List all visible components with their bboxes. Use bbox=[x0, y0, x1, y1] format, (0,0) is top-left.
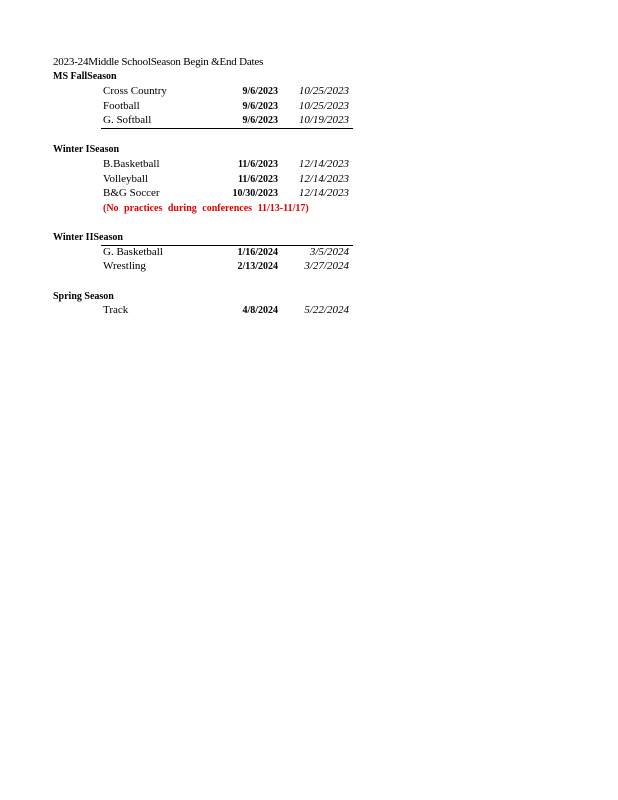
section-heading-spring: Spring Season bbox=[53, 291, 114, 302]
begin-date: 11/6/2023 bbox=[237, 159, 278, 170]
sport-name: Football bbox=[103, 100, 140, 112]
sport-name: B.Basketball bbox=[103, 158, 160, 170]
sport-name: B&G Soccer bbox=[103, 187, 160, 199]
begin-date: 10/30/2023 bbox=[232, 188, 278, 199]
begin-date: 9/6/2023 bbox=[242, 86, 278, 97]
sport-name: G. Softball bbox=[103, 114, 152, 126]
section-heading-winter-2: Winter IISeason bbox=[53, 232, 123, 243]
begin-date: 11/6/2023 bbox=[237, 174, 278, 185]
end-date: 12/14/2023 bbox=[298, 158, 349, 170]
end-date: 3/5/2024 bbox=[309, 246, 349, 258]
table-divider bbox=[101, 128, 353, 129]
begin-date: 1/16/2024 bbox=[237, 247, 278, 258]
sport-name: Wrestling bbox=[103, 260, 146, 272]
end-date: 10/19/2023 bbox=[298, 114, 349, 126]
end-date: 3/27/2024 bbox=[304, 260, 349, 272]
begin-date: 4/8/2024 bbox=[242, 305, 278, 316]
end-date: 10/25/2023 bbox=[298, 100, 349, 112]
end-date: 10/25/2023 bbox=[298, 85, 349, 97]
section-heading-fall: MS FallSeason bbox=[53, 71, 117, 82]
section-heading-winter-1: Winter ISeason bbox=[53, 144, 120, 155]
begin-date: 2/13/2024 bbox=[237, 261, 278, 272]
practice-note: (No practices during conferences 11/13-11/17) bbox=[103, 203, 309, 214]
begin-date: 9/6/2023 bbox=[242, 101, 278, 112]
sport-name: Track bbox=[103, 304, 129, 316]
end-date: 5/22/2024 bbox=[304, 304, 349, 316]
begin-date: 9/6/2023 bbox=[242, 115, 278, 126]
sport-name: Volleyball bbox=[103, 173, 149, 185]
sport-name: G. Basketball bbox=[103, 246, 163, 258]
document-title: 2023-24Middle SchoolSeason Begin &End Dates bbox=[53, 56, 264, 68]
end-date: 12/14/2023 bbox=[298, 187, 349, 199]
end-date: 12/14/2023 bbox=[298, 173, 349, 185]
sport-name: Cross Country bbox=[103, 85, 167, 97]
